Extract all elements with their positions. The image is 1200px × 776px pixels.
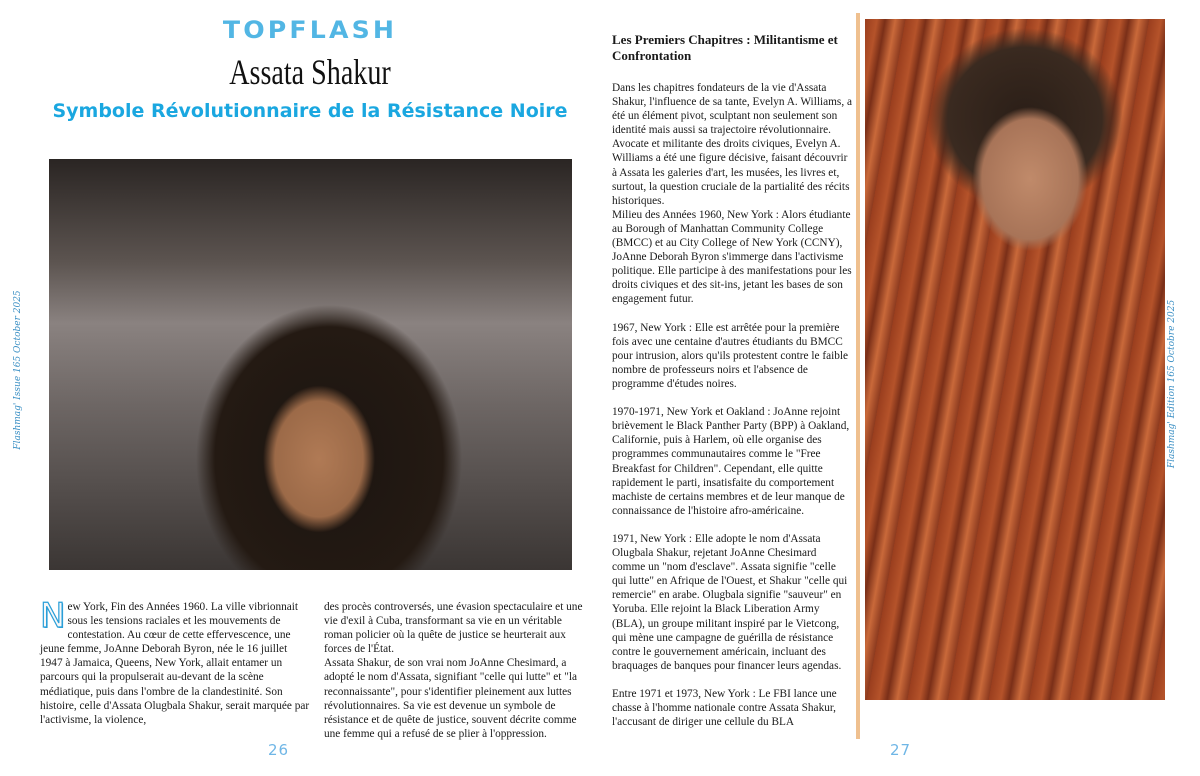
paragraph-text: Milieu des Années 1960, New York : Alors étudiante au Borough of Manhattan Community College (BMCC) et au City College of New York (CCNY), JoAnne Deborah Byron s'immerge dans l'activisme politique. Elle participe à des manifestations pour les droits civiques et des sit-ins, jetant les bases de son engagement futur. (612, 208, 852, 306)
intro-text: ew York, Fin des Années 1960. La ville vibrionnait sous les tensions raciales et les mouvements de contestation. Au cœur de cette effervescence, une jeune femme, JoAnne Deborah Byron, née le 16 juillet 1947 à Jamaica, Queens, New York, allait entamer un parcours qui la propulserait au-devant de la scène médiatique, puis dans l'ombre de la clandestinité. Son histoire, celle d'Assata Olugbala Shakur, serait marquée par l'activisme, la violence, (40, 601, 310, 726)
paragraph-text: Dans les chapitres fondateurs de la vie d'Assata Shakur, l'influence de sa tante, Evelyn A. Williams, a été un élément pivot, sculptant non seulement son identité mais aussi sa trajectoire révolutionnaire. Avocate et militante des droits civiques, Evelyn A. Williams a été une figure décisive, faisant découvrir à Assata les galeries d'art, les musées, les livres et, surtout, la question cruciale de la partialité des récits historiques. (612, 82, 852, 207)
paragraph: Assata Shakur, de son vrai nom JoAnne Chesimard, a adopté le nom d'Assata, signifiant "celle qui lutte" et "la reconnaissante", pour s'identifier pleinement aux luttes révolutionnaires. Sa vie est devenue un symbole de résistance et de quête de justice, souvent décrite comme une femme qui a refusé de se plier à l'oppression. (324, 657, 578, 740)
page-number-left: 26 (268, 741, 290, 759)
page-number-right: 27 (890, 741, 912, 759)
article-title: Assata Shakur (229, 52, 391, 92)
body-column-3 (612, 81, 852, 743)
paragraph: 1967, New York : Elle est arrêtée pour la première fois avec une centaine d'autres étudiants du BMCC pour intrusion, alors qu'ils protestent contre le faible nombre de professeurs noirs et l'absence de programme d'études noires. (612, 321, 849, 390)
paragraph: des procès controversés, une évasion spectaculaire et une vie d'exil à Cuba, transformant sa vie en un véritable roman policier où la quête de justice se heurterait aux forces de l'État. (324, 601, 583, 656)
portrait-photo-right (865, 19, 1165, 700)
intro-paragraph (40, 596, 310, 727)
paragraph: 1970-1971, New York et Oakland : JoAnne rejoint brièvement le Black Panther Party (BPP) à Oakland, Californie, puis à Harlem, où elle organise des programmes communautaires comme le "Free Breakfast for Children". Cependant, elle quitte rapidement le parti, insatisfaite du comportement machiste de certains membres et de leur manque de connaissance de l'histoire afro-américaine. (612, 406, 850, 517)
drop-cap: N (40, 596, 66, 636)
paragraph (612, 81, 852, 307)
paragraph: 1971, New York : Elle adopte le nom d'Assata Olugbala Shakur, rejetant JoAnne Chesimard comme un "nom d'esclave". Assata signifie "celle qui lutte" en Afrique de l'Ouest, et Shakur "celle qui remercie" en arabe. Olugbala signifie "sauveur" en Yoruba. Elle rejoint la Black Liberation Army (BLA), un groupe militant inspiré par le Vietcong, qui mène une campagne de guérilla de résistance contre le gouvernement américain, incluant des braquages de banques pour financer leurs agendas. (612, 533, 848, 672)
section-title: Les Premiers Chapitres : Militantisme et Confrontation (612, 32, 838, 63)
body-column-2 (324, 600, 586, 741)
portrait-photo-left (49, 159, 572, 570)
body-column-1 (40, 596, 310, 727)
paragraph: Entre 1971 et 1973, New York : Le FBI lance une chasse à l'homme nationale contre Assata Shakur, l'accusant de diriger une cellule du BLA (612, 688, 837, 729)
brand-logo: TOPFLASH (222, 16, 398, 44)
side-caption-right: Flashmag' Edition 165 Octobre 2025 (1167, 299, 1177, 469)
side-caption-left: Flashmag' Issue 165 October 2025 (13, 290, 23, 450)
column-divider (856, 13, 860, 739)
article-subtitle: Symbole Révolutionnaire de la Résistance Noire (52, 100, 568, 122)
